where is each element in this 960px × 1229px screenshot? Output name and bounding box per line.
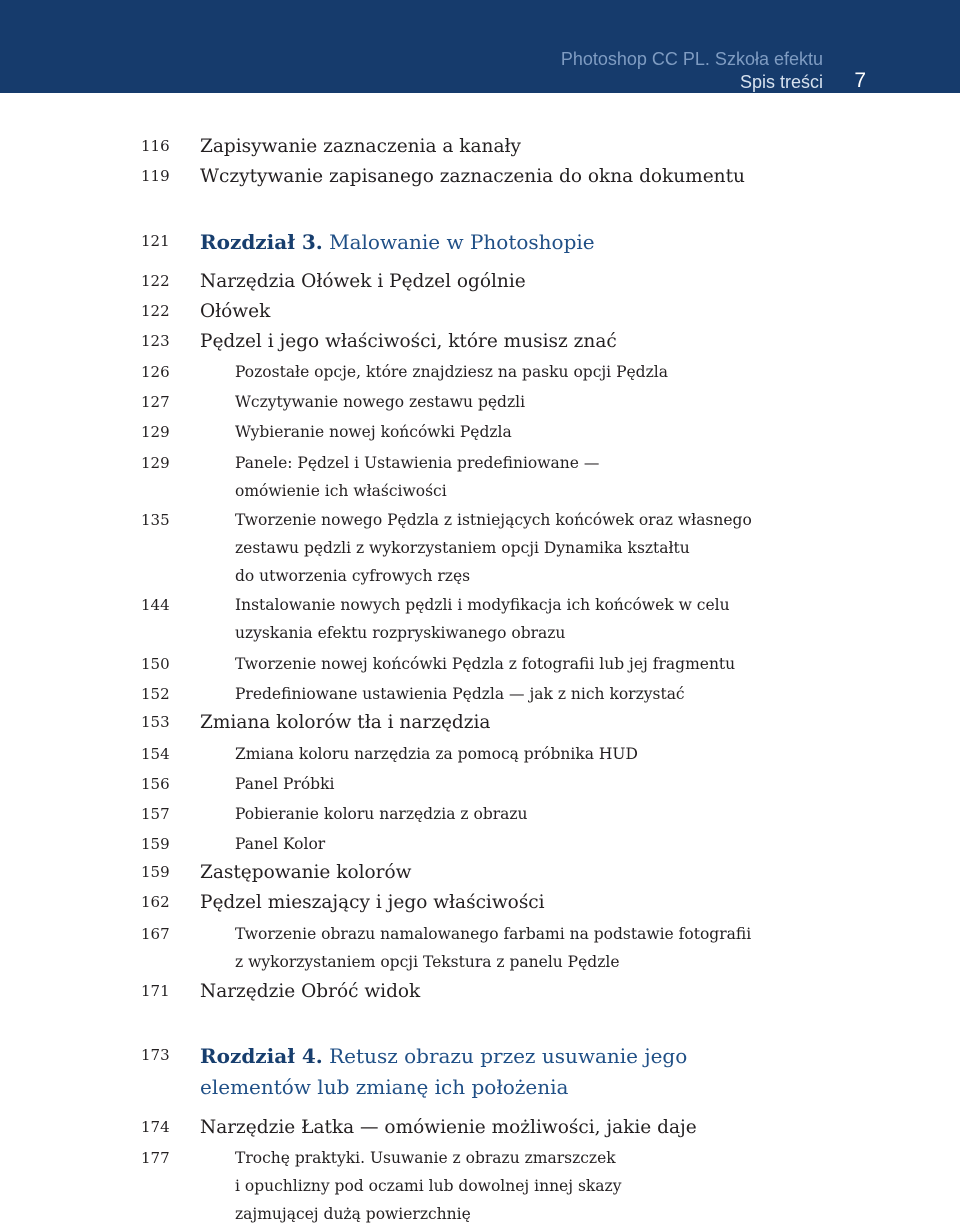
toc-page: 152 xyxy=(141,685,170,703)
toc-page: 159 xyxy=(141,835,170,853)
toc-page: 162 xyxy=(141,893,170,911)
toc-page: 157 xyxy=(141,805,170,823)
toc-title-continued: i opuchlizny pod oczami lub dowolnej innej skazy xyxy=(235,1177,622,1195)
toc-page: 153 xyxy=(141,713,170,731)
toc-title: Zastępowanie kolorów xyxy=(200,862,412,883)
toc-title: Instalowanie nowych pędzli i modyfikacja ich końcówek w celu xyxy=(235,596,730,614)
toc-title: Pozostałe opcje, które znajdziesz na pasku opcji Pędzla xyxy=(235,363,668,381)
toc-page: 167 xyxy=(141,925,170,943)
toc-title-continued: omówienie ich właściwości xyxy=(235,482,447,500)
toc-page: 173 xyxy=(141,1046,170,1064)
toc-title-continued: uzyskania efektu rozpryskiwanego obrazu xyxy=(235,624,566,642)
toc-page: 119 xyxy=(141,167,170,185)
chapter-name: Malowanie w Photoshopie xyxy=(329,230,595,254)
toc-title: Tworzenie nowej końcówki Pędzla z fotografii lub jej fragmentu xyxy=(235,655,736,673)
toc-title: Trochę praktyki. Usuwanie z obrazu zmarszczek xyxy=(235,1149,616,1167)
toc-page: 159 xyxy=(141,863,170,881)
toc-title: Pędzel mieszający i jego właściwości xyxy=(200,892,545,913)
book-title: Photoshop CC PL. Szkoła efektu xyxy=(560,49,823,69)
toc-title: Ołówek xyxy=(200,301,271,322)
chapter-title-continued: elementów lub zmianę ich położenia xyxy=(200,1075,569,1099)
toc-title: Panel Próbki xyxy=(235,775,335,793)
toc-title: Narzędzia Ołówek i Pędzel ogólnie xyxy=(200,271,526,292)
toc-title: Narzędzie Łatka — omówienie możliwości, jakie daje xyxy=(200,1117,697,1138)
toc-page: 171 xyxy=(141,982,170,1000)
toc-title: Wybieranie nowej końcówki Pędzla xyxy=(235,423,512,441)
toc-title: Zmiana kolorów tła i narzędzia xyxy=(200,712,491,733)
toc-page: 177 xyxy=(141,1149,170,1167)
toc-title: Predefiniowane ustawienia Pędzla — jak z nich korzystać xyxy=(235,685,685,703)
toc-page: 156 xyxy=(141,775,170,793)
toc-page: 129 xyxy=(141,454,170,472)
toc-title-continued: z wykorzystaniem opcji Tekstura z panelu Pędzle xyxy=(235,953,620,971)
toc-title: Wczytywanie nowego zestawu pędzli xyxy=(235,393,526,411)
toc-title: Zapisywanie zaznaczenia a kanały xyxy=(200,136,521,157)
toc-page: 122 xyxy=(141,302,170,320)
toc-page: 129 xyxy=(141,423,170,441)
toc-title: Panele: Pędzel i Ustawienia predefiniowane — xyxy=(235,454,600,472)
toc-title: Zmiana koloru narzędzia za pomocą próbnika HUD xyxy=(235,745,638,763)
toc-title-continued: zajmującej dużą powierzchnię xyxy=(235,1205,471,1223)
toc-page: 126 xyxy=(141,363,170,381)
toc-title: Panel Kolor xyxy=(235,835,326,853)
toc-title-continued: do utworzenia cyfrowych rzęs xyxy=(235,567,471,585)
chapter-name: Retusz obrazu przez usuwanie jego xyxy=(329,1044,688,1068)
toc-title: Tworzenie obrazu namalowanego farbami na podstawie fotografii xyxy=(235,925,752,943)
toc-page: 127 xyxy=(141,393,170,411)
toc-page: 122 xyxy=(141,272,170,290)
page-number: 7 xyxy=(854,69,866,92)
chapter-title xyxy=(200,1041,687,1072)
chapter-title xyxy=(200,227,595,258)
toc-page: 121 xyxy=(141,232,170,250)
toc-page: 144 xyxy=(141,596,170,614)
toc-page: 150 xyxy=(141,655,170,673)
chapter-label: Rozdział 4. xyxy=(200,1044,323,1068)
toc-title-continued: zestawu pędzli z wykorzystaniem opcji Dynamika kształtu xyxy=(235,539,690,557)
toc-page: 116 xyxy=(141,137,170,155)
toc-page: 135 xyxy=(141,511,170,529)
chapter-label: Rozdział 3. xyxy=(200,230,323,254)
toc-page: 174 xyxy=(141,1118,170,1136)
toc-title: Pobieranie koloru narzędzia z obrazu xyxy=(235,805,528,823)
toc-title: Wczytywanie zapisanego zaznaczenia do okna dokumentu xyxy=(200,166,745,187)
toc-title: Tworzenie nowego Pędzla z istniejących końcówek oraz własnego xyxy=(235,511,752,529)
toc-title: Pędzel i jego właściwości, które musisz znać xyxy=(200,331,617,352)
toc-page: 123 xyxy=(141,332,170,350)
section-title: Spis treści xyxy=(739,72,823,92)
toc-page: 154 xyxy=(141,745,170,763)
toc-title: Narzędzie Obróć widok xyxy=(200,981,421,1002)
